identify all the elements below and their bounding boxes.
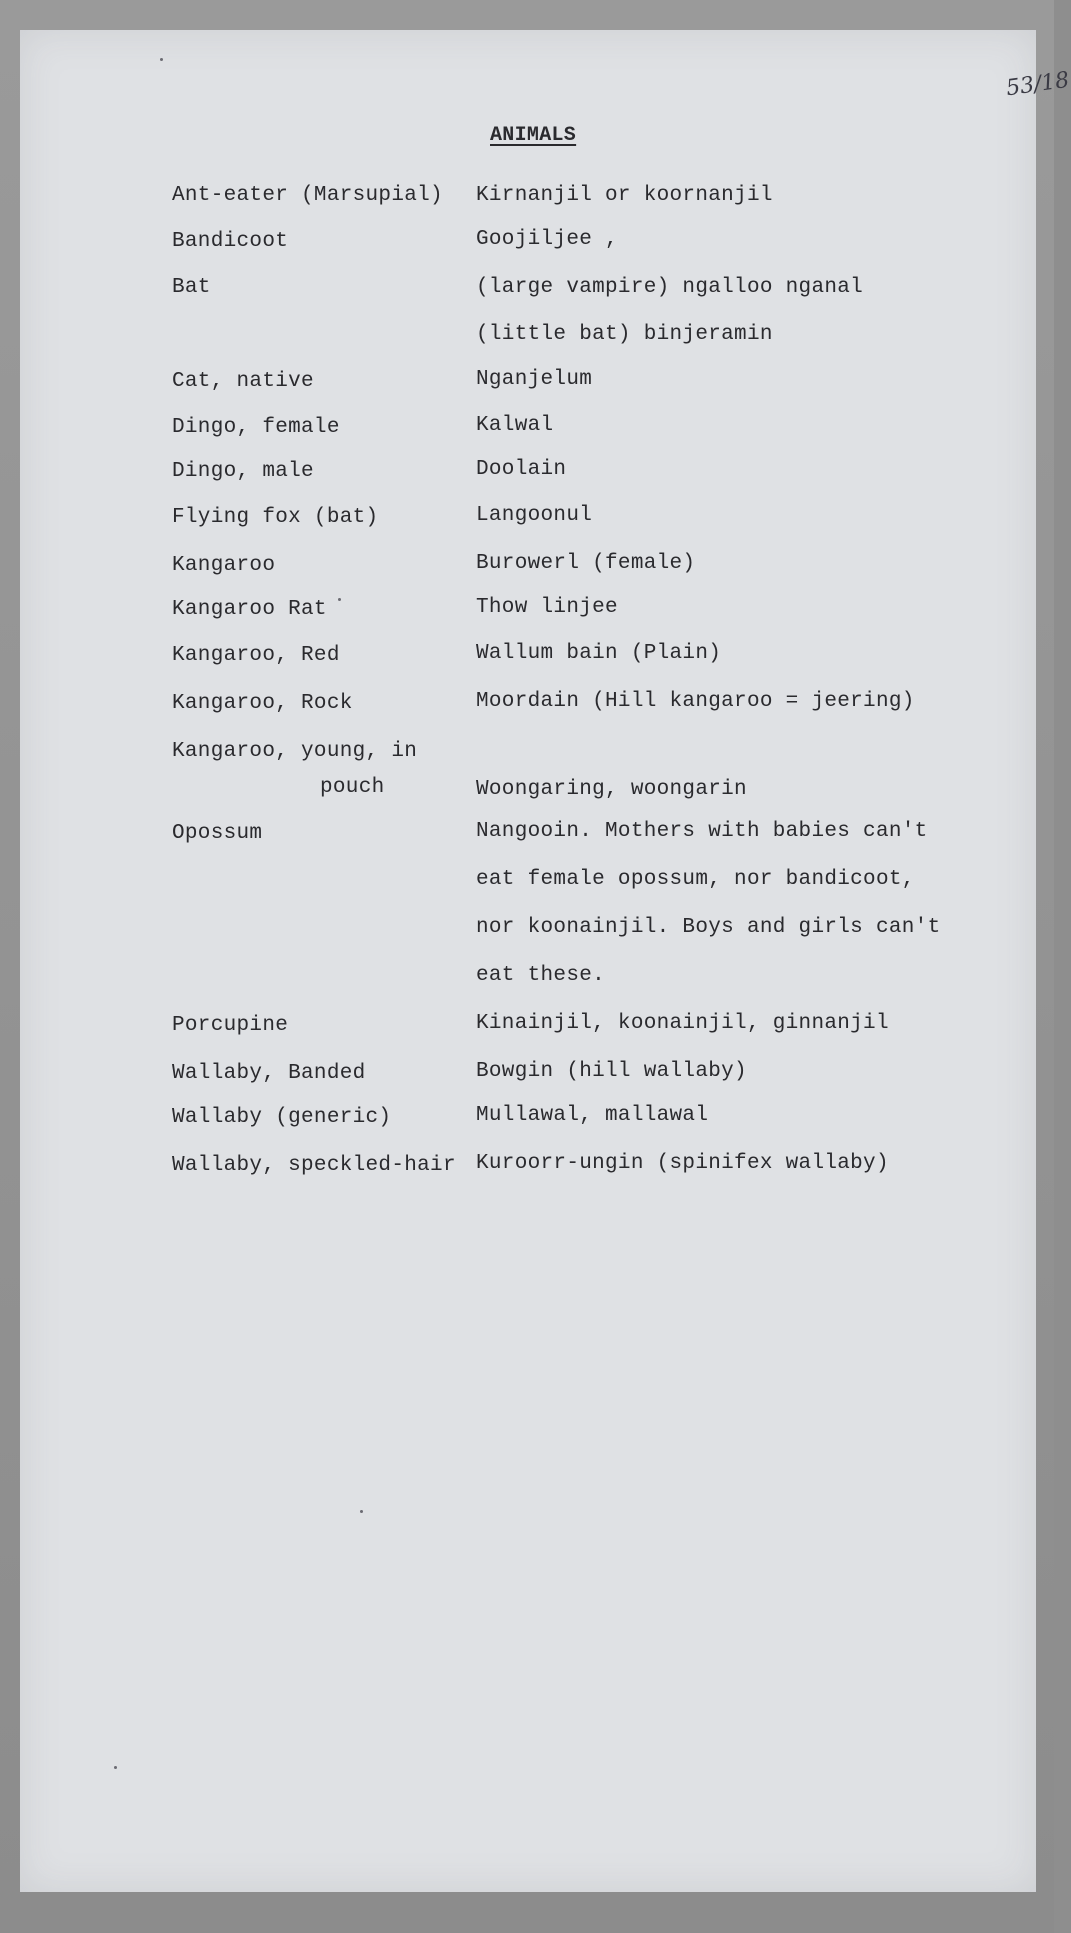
entry-english-kangaroo-rat: Kangaroo Rat [172, 598, 327, 621]
entry-native-opossum-line-3: nor koonainjil. Boys and girls can't [476, 916, 941, 939]
entry-native-wallaby-banded: Bowgin (hill wallaby) [476, 1060, 747, 1083]
entry-english-kangaroo-red: Kangaroo, Red [172, 644, 340, 667]
entry-english-wallaby-generic: Wallaby (generic) [172, 1106, 392, 1129]
entry-native-opossum-line-2: eat female opossum, nor bandicoot, [476, 868, 915, 891]
entry-english-kangaroo-young-line-2: pouch [320, 776, 385, 799]
entry-english-porcupine: Porcupine [172, 1014, 289, 1037]
entry-english-bandicoot: Bandicoot [172, 230, 289, 253]
entry-english-dingo-female: Dingo, female [172, 416, 340, 439]
entry-native-kangaroo-red: Wallum bain (Plain) [476, 642, 722, 665]
entry-native-cat: Nganjelum [476, 368, 593, 391]
entry-english-kangaroo-young: Kangaroo, young, in [172, 740, 418, 763]
entry-native-porcupine: Kinainjil, koonainjil, ginnanjil [476, 1012, 889, 1035]
page-title: ANIMALS [490, 124, 577, 147]
entry-native-wallaby-speckled: Kuroorr-ungin (spinifex wallaby) [476, 1152, 889, 1175]
entry-english-dingo-male: Dingo, male [172, 460, 314, 483]
entry-native-dingo-male: Doolain [476, 458, 567, 481]
entry-english-kangaroo: Kangaroo [172, 554, 276, 577]
entry-english-cat: Cat, native [172, 370, 314, 393]
entry-english-opossum: Opossum [172, 822, 263, 845]
entry-native-bat-line-2: (little bat) binjeramin [476, 323, 773, 346]
entry-native-ant-eater: Kirnanjil or koornanjil [476, 184, 773, 207]
entry-english-kangaroo-rock: Kangaroo, Rock [172, 692, 353, 715]
entry-native-dingo-female: Kalwal [476, 414, 554, 437]
entry-native-bat-line-1: (large vampire) ngalloo nganal [476, 276, 864, 299]
entry-english-flying-fox: Flying fox (bat) [172, 506, 379, 529]
entry-native-bandicoot: Goojiljee , [476, 228, 618, 251]
entry-native-kangaroo-rock: Moordain (Hill kangaroo = jeering) [476, 690, 915, 713]
entry-native-flying-fox: Langoonul [476, 504, 593, 527]
paper-speck [338, 598, 341, 601]
entry-native-wallaby-generic: Mullawal, mallawal [476, 1104, 709, 1127]
entry-english-ant-eater: Ant-eater (Marsupial) [172, 184, 443, 207]
entry-native-opossum-line-1: Nangooin. Mothers with babies can't [476, 820, 928, 843]
entry-english-wallaby-speckled: Wallaby, speckled-hair [172, 1154, 456, 1177]
paper-speck [360, 1510, 363, 1513]
folio-number: 53/18 [1004, 67, 1071, 102]
entry-english-wallaby-banded: Wallaby, Banded [172, 1062, 366, 1085]
entry-english-bat: Bat [172, 276, 211, 299]
entry-native-opossum-line-4: eat these. [476, 964, 606, 987]
paper-speck [114, 1766, 117, 1769]
document-page [20, 30, 1071, 1892]
entry-native-kangaroo-young: Woongaring, woongarin [476, 778, 747, 801]
entry-native-kangaroo: Burowerl (female) [476, 552, 696, 575]
entry-native-kangaroo-rat: Thow linjee [476, 596, 618, 619]
paper-speck [160, 58, 163, 61]
